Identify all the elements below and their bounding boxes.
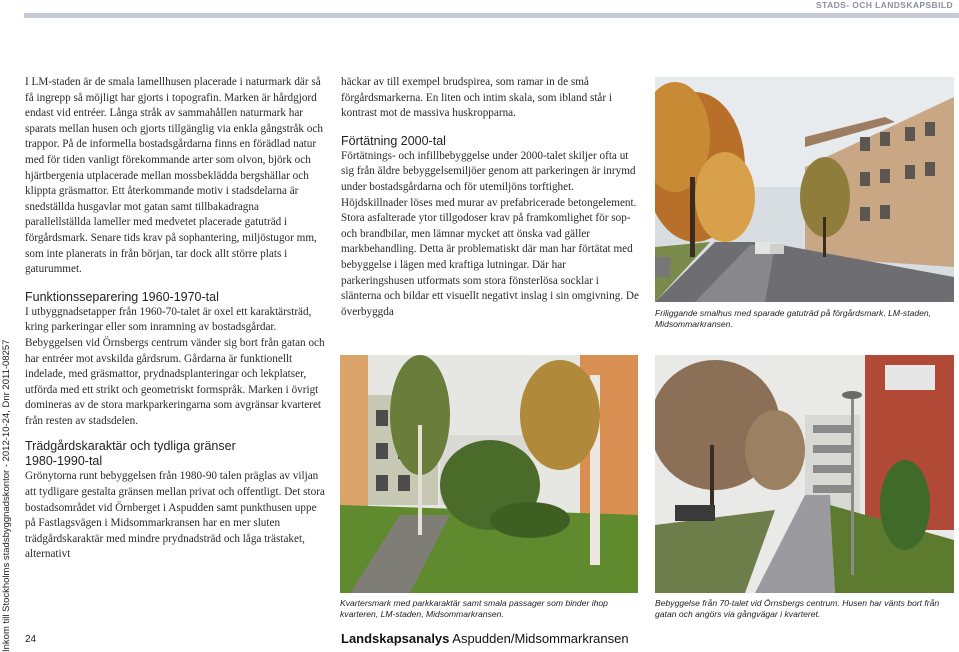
text-column-left [25,75,325,563]
section-body-fortatning: Förtätnings- och infillbebyggelse under 2000-talet skiljer ofta ut sig från äldre bebyggelsemiljöer genom att parkeringen är inrymd under bostadsgårdarna och för utemiljöns torftighet. Höjdskillnader löses med murar av prefabricerade betongelement. Stora asfalterade ytor tillgodoser krav på framkomlighet för sop- och brandbilar, men lämnar mycket att önska vad gäller markbehandling. Detta är problematiskt där man har förtätat med bebyggelse i lägen med kraftiga lutningar. Där har parkeringshusen utformats som stora fönsterlösa socklar i slänterna och bildar ett visuellt negativt inslag i sin omgivning. De överbyggda [341,149,639,318]
photo-street-houses [655,77,954,302]
registration-stamp: Inkom till Stockholms stadsbyggnadskontor - 2012-10-24, Dnr 2011-08257 [1,339,12,652]
continued-paragraph: häckar av till exempel brudspirea, som ramar in de små förgårdsmarkerna. En liten och intim skala, som ibland står i kontrast mot de massiva huskropparna. [341,76,613,120]
section-label: STADS- OCH LANDSKAPSBILD [816,0,953,10]
text-column-middle [341,75,641,320]
section-heading-tradgardskaraktar-line1: Trädgårdskaraktär och tydliga gränser [25,439,236,454]
document-title-rest: Aspudden/Midsommarkransen [449,631,629,646]
section-heading-funktionsseparering: Funktionsseparering 1960-1970-tal [25,289,219,304]
header-bar [24,13,959,18]
intro-paragraph: I LM-staden är de smala lamellhusen placerade i naturmark där så få ingrepp så möjligt har gjorts i topografin. Marken är hårdgjord endast vid entréer. Långa stråk av sammahållen naturmark har sparats mellan husen och gjorts tillgänglig via enkla gångstråk och trappor. På de informella bostadsgårdarna finns en förädlad natur med för tiden vanligt förekommande arter som olvon, björk och hjärtbergenia utplacerade mellan mossbeklädda bergshällar och klippta gräsmattor. Ett återkommande motiv i stadsdelarna är snedställda husgavlar mot gatan samt tillbakadragna parallellställda lameller med medvetet placerade gatuträd i förgårdsmark. Senare tids krav på sophantering, miljöstugor mm, som inte planerats in från början, tar dock allt större plats i gaturummet. [25,76,323,276]
section-body-tradgardskaraktar: Grönytorna runt bebyggelsen från 1980-90 talen präglas av viljan att tydligare gestalta gränsen mellan privat och offentligt. Det stora bostadsområdet vid Örnberget i Aspudden samt punkthusen uppe på Fastlagsvägen i Midsommarkransen har en mer sluten trädgårdskaraktär med mindre prydnadsträd och låga trästaket, alternativt [25,470,325,561]
document-title-bold: Landskapsanalys [341,631,450,646]
photo-caption-courtyard-park: Kvartersmark med parkkaraktär samt smala passager som binder ihop kvarteren, LM-staden, Midsommarkransen. [340,598,608,619]
section-heading-tradgardskaraktar-line2: 1980-1990-tal [25,454,103,469]
section-heading-fortatning: Förtätning 2000-tal [341,133,446,148]
section-body-funktionsseparering: I utbyggnadsetapper från 1960-70-talet är oxel ett karaktärsträd, kring parkeringar eller som inramning av bostadsgårdar. Bebyggelsen vid Örnsbergs centrum vänder sig bort från gatan och har entréer mot avskilda gårdsrum. Gårdarna är funktionellt indelade, med gräsmattor, prydnadsplanteringar och lekplatser, utförda med ett strikt och geometriskt formspråk. Marken i övrigt domineras av de stora markparkeringarna som avgränsar kvarteret från resten av stadsdelen. [25,305,325,427]
page-number: 24 [25,634,37,645]
photo-walkway [655,355,954,593]
photo-caption-walkway: Bebyggelse från 70-talet vid Örnsbergs centrum. Husen har vänts bort från gatan och angörs via gångvägar i kvarteret. [655,598,940,619]
photo-caption-street-houses: Friliggande smalhus med sparade gatuträd på förgårdsmark, LM-staden, Midsommarkransen. [655,308,932,329]
photo-courtyard-park [340,355,638,593]
document-title [341,631,629,646]
